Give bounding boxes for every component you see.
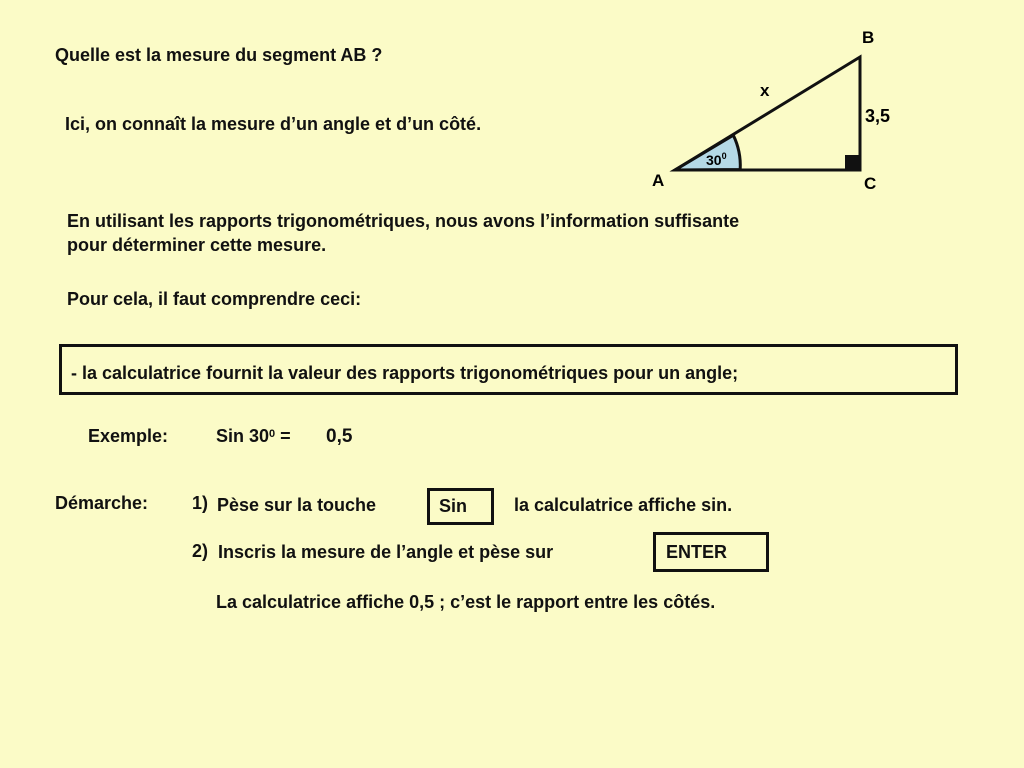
intro-text: Pour cela, il faut comprendre ceci: [67, 289, 362, 309]
step-1-result: la calculatrice affiche sin. [514, 495, 733, 515]
right-angle-marker [845, 155, 860, 170]
key-point-box [59, 344, 958, 395]
degree-superscript: 0 [269, 428, 276, 440]
vertex-a-label: A [652, 171, 665, 190]
side-bc-label: 3,5 [865, 106, 891, 126]
step-2-number: 2) [192, 541, 209, 561]
triangle-outline [675, 57, 860, 170]
step-2-text: Inscris la mesure de l’angle et pèse sur [218, 542, 554, 562]
vertex-c-label: C [864, 174, 877, 193]
vertex-b-label: B [862, 28, 875, 47]
right-triangle-diagram [640, 20, 900, 200]
sin-key-label: Sin [439, 496, 468, 516]
example-result: 0,5 [326, 426, 353, 447]
enter-key-label: ENTER [666, 542, 728, 562]
key-point-text: - la calculatrice fournit la valeur des rapports trigonométriques pour un angle; [71, 363, 739, 383]
angle-label: $30^0$ [706, 151, 727, 168]
example-expr-prefix: Sin 30 [216, 426, 270, 446]
hypotenuse-label: x [760, 81, 770, 100]
sin-key-button[interactable] [427, 488, 494, 525]
known-info-text: Ici, on connaît la mesure d’un angle et d’un côté. [65, 114, 482, 134]
conclusion-text: La calculatrice affiche 0,5 ; c’est le rapport entre les côtés. [216, 592, 716, 612]
example-expression [216, 425, 291, 447]
question-title: Quelle est la mesure du segment AB ? [55, 45, 383, 65]
step-1-text: Pèse sur la touche [217, 495, 377, 515]
procedure-label: Démarche: [55, 493, 149, 513]
example-expr-suffix: = [275, 426, 291, 446]
step-1-number: 1) [192, 493, 209, 513]
enter-key-button[interactable] [653, 532, 769, 572]
explanation-line-1: En utilisant les rapports trigonométriques, nous avons l’information suffisante [67, 211, 740, 231]
example-label: Exemple: [88, 426, 169, 446]
explanation-line-2: pour déterminer cette mesure. [67, 235, 327, 255]
